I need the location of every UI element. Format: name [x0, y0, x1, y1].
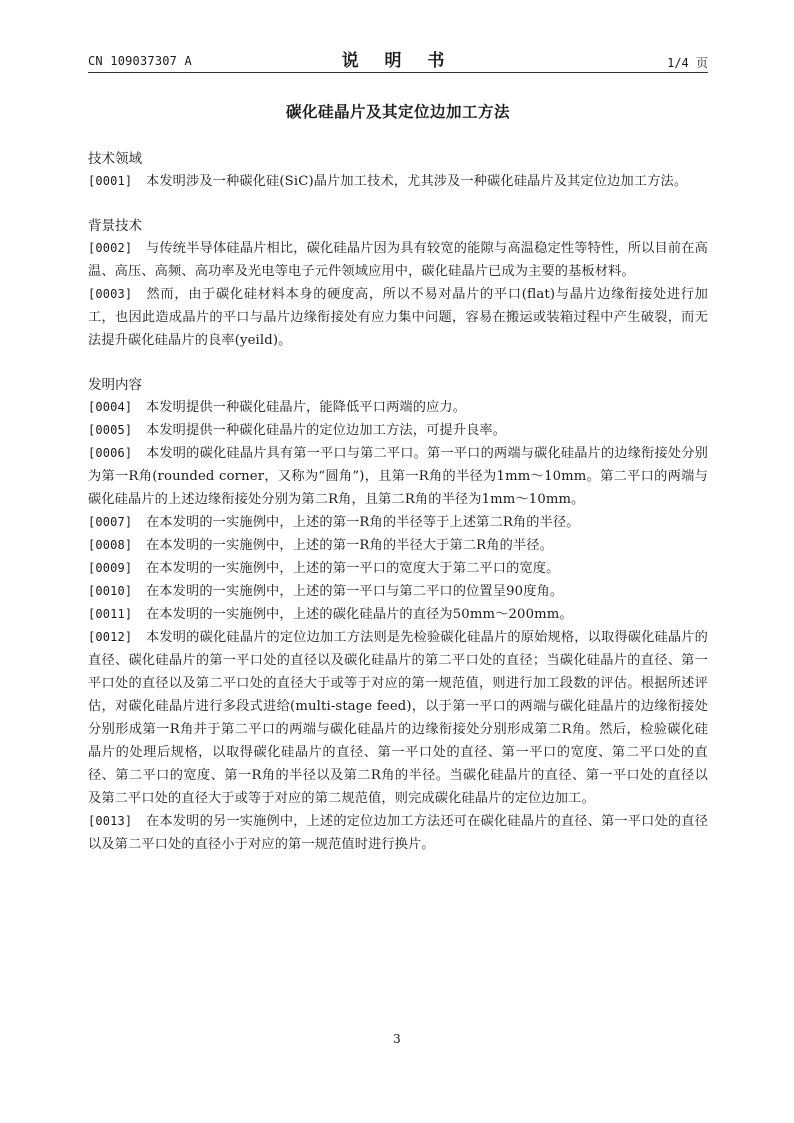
section-spacer — [88, 352, 708, 374]
paragraph — [88, 419, 708, 442]
paragraph — [88, 170, 708, 193]
page-header — [88, 46, 708, 72]
page-number: 3 — [393, 1032, 401, 1046]
paragraph-number: [0004] — [88, 400, 133, 414]
publication-number: CN 109037307 A — [88, 54, 192, 68]
paragraph-text: 本发明的碳化硅晶片的定位边加工方法则是先检验碳化硅晶片的原始规格，以取得碳化硅晶片的直径、碳化硅晶片的第一平口处的直径以及碳化硅晶片的第二平口处的直径；当碳化硅晶片的直径、第一平口处的直径以及第二平口处的直径大于或等于对应的第一规范值，则进行加工段数的评估。根据所述评估，对碳化硅晶片进行多段式进给(multi-stage feed)，以于第一平口的两端与碳化硅晶片的边缘衔接处分别形成第一R角并于第二平口的两端与碳化硅晶片的边缘衔接处分别形成第二R角。然后，检验碳化硅晶片的处理后规格，以取得碳化硅晶片的直径、第一平口处的直径、第一平口的宽度、第二平口处的直径、第二平口的宽度、第一R角的半径以及第二R角的半径。当碳化硅晶片的直径、第一平口处的直径以及第二平口处的直径大于或等于对应的第二规范值，则完成碳化硅晶片的定位边加工。 — [88, 630, 708, 806]
paragraph — [88, 396, 708, 419]
document-body — [88, 148, 708, 856]
section-heading: 背景技术 — [88, 218, 142, 234]
paragraph-text: 在本发明的一实施例中，上述的第一平口与第二平口的位置呈90度角。 — [146, 584, 564, 599]
paragraph-text: 本发明提供一种碳化硅晶片的定位边加工方法，可提升良率。 — [146, 423, 507, 438]
paragraph-number: [0005] — [88, 423, 133, 437]
paragraph-number: [0011] — [88, 607, 133, 621]
paragraph — [88, 557, 708, 580]
paragraph — [88, 603, 708, 626]
paragraph — [88, 511, 708, 534]
paragraph — [88, 534, 708, 557]
paragraph-number: [0009] — [88, 561, 133, 575]
header-divider — [88, 72, 708, 73]
paragraph-text: 在本发明的一实施例中，上述的第一R角的半径大于第二R角的半径。 — [146, 538, 553, 553]
paragraph — [88, 626, 708, 810]
paragraph-text: 与传统半导体硅晶片相比，碳化硅晶片因为具有较宽的能隙与高温稳定性等特性，所以目前在高温、高压、高频、高功率及光电等电子元件领域应用中，碳化硅晶片已成为主要的基板材料。 — [88, 241, 708, 279]
paragraph-text: 本发明涉及一种碳化硅(SiC)晶片加工技术，尤其涉及一种碳化硅晶片及其定位边加工方法。 — [146, 174, 688, 189]
paragraph — [88, 580, 708, 603]
paragraph-text: 本发明提供一种碳化硅晶片，能降低平口两端的应力。 — [146, 400, 467, 415]
paragraph-text: 在本发明的一实施例中，上述的碳化硅晶片的直径为50mm～200mm。 — [146, 607, 573, 622]
paragraph-number: [0001] — [88, 174, 133, 188]
paragraph-number: [0012] — [88, 630, 133, 644]
paragraph-number: [0002] — [88, 241, 133, 255]
document-title: 碳化硅晶片及其定位边加工方法 — [285, 103, 510, 121]
document-type-label: 说 明 书 — [341, 51, 455, 71]
paragraph-text: 在本发明的一实施例中，上述的第一平口的宽度大于第二平口的宽度。 — [146, 561, 560, 576]
paragraph-number: [0006] — [88, 446, 133, 460]
paragraph-number: [0008] — [88, 538, 133, 552]
paragraph-number: [0007] — [88, 515, 133, 529]
section-spacer — [88, 193, 708, 215]
paragraph-text: 在本发明的另一实施例中，上述的定位边加工方法还可在碳化硅晶片的直径、第一平口处的直径以及第二平口处的直径小于对应的第一规范值时进行换片。 — [88, 814, 708, 852]
section-heading: 技术领域 — [88, 151, 142, 167]
page-indicator: 1/4 页 — [667, 56, 708, 70]
paragraph — [88, 283, 708, 352]
paragraph — [88, 810, 708, 856]
paragraph-number: [0013] — [88, 814, 133, 828]
paragraph-number: [0010] — [88, 584, 133, 598]
section-heading: 发明内容 — [88, 377, 142, 393]
paragraph — [88, 442, 708, 511]
paragraph — [88, 237, 708, 283]
paragraph-number: [0003] — [88, 287, 133, 301]
paragraph-text: 在本发明的一实施例中，上述的第一R角的半径等于上述第二R角的半径。 — [146, 515, 580, 530]
paragraph-text: 本发明的碳化硅晶片具有第一平口与第二平口。第一平口的两端与碳化硅晶片的边缘衔接处分别为第一R角(rounded corner，又称为“圆角”)，且第一R角的半径为1mm～10mm。第二平口的两端与碳化硅晶片的上述边缘衔接处分别为第二R角，且第二R角的半径为1mm～10mm。 — [88, 446, 708, 507]
paragraph-text: 然而，由于碳化硅材料本身的硬度高，所以不易对晶片的平口(flat)与晶片边缘衔接处进行加工，也因此造成晶片的平口与晶片边缘衔接处有应力集中问题，容易在搬运或装箱过程中产生破裂，而无法提升碳化硅晶片的良率(yeild)。 — [88, 287, 708, 348]
